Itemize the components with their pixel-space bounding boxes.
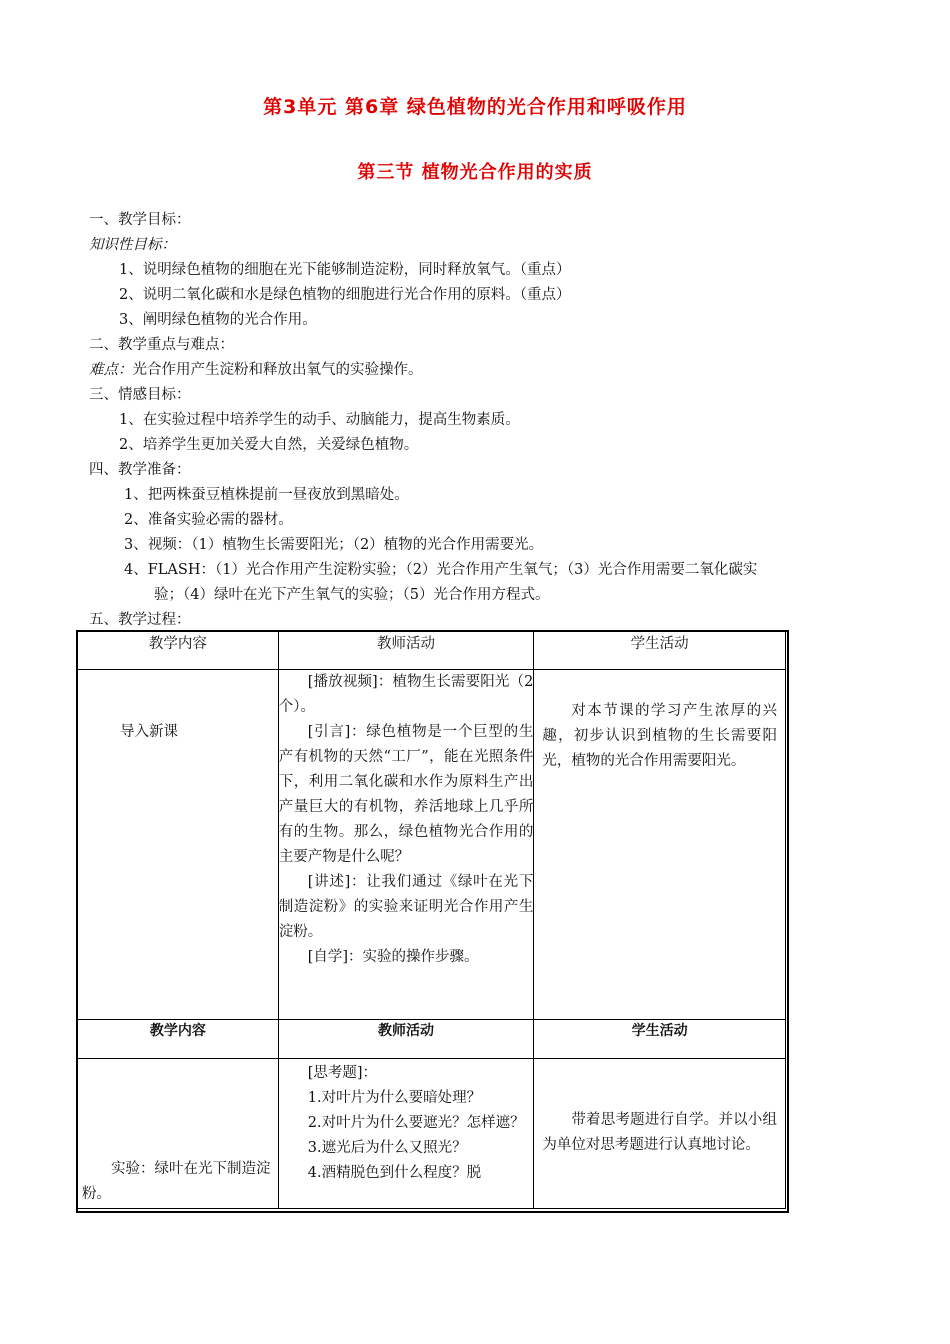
row2-teacher-p1: [思考题]： bbox=[307, 1065, 378, 1081]
table-header-row-2 bbox=[78, 1020, 786, 1059]
prep-item-4: 4、FLASH：（1）光合作用产生淀粉实验；（2）光合作用产生氧气；（3）光合作用需要二氧化碳实 bbox=[124, 562, 758, 578]
row2-teacher-p3: 2.对叶片为什么要遮光？怎样遮？ bbox=[307, 1115, 525, 1131]
heading-preparation: 四、教学准备： bbox=[89, 462, 191, 478]
row1-content: 导入新课 bbox=[120, 724, 178, 740]
row2-teacher-p2: 1.对叶片为什么要暗处理？ bbox=[307, 1090, 482, 1106]
prep-item-1: 1、把两株蚕豆植株提前一昼夜放到黑暗处。 bbox=[124, 487, 409, 503]
row1-teacher-p2: [引言]：绿色植物是一个巨型的生产有机物的天然“工厂”，能在光照条件下，利用二氧化碳和水作为原料生产出产量巨大的有机物，养活地球上几乎所有的生物。那么，绿色植物光合作用的主要产物是什么呢？ bbox=[278, 724, 534, 865]
section-title: 第三节 植物光合作用的实质 bbox=[357, 162, 593, 183]
row1-content-cell bbox=[78, 670, 279, 1020]
table-row bbox=[78, 1059, 786, 1209]
header-student: 学生活动 bbox=[534, 632, 786, 670]
prep-item-4-continued: 验；（4）绿叶在光下产生氧气的实验；（5）光合作用方程式。 bbox=[154, 587, 550, 603]
row1-teacher-p4: [自学]：实验的操作步骤。 bbox=[307, 949, 479, 965]
difficulty-line bbox=[89, 360, 423, 380]
heading-process: 五、教学过程： bbox=[89, 612, 191, 628]
difficulty-label: 难点： bbox=[89, 362, 133, 378]
table-row bbox=[78, 670, 786, 1020]
table-header-row bbox=[78, 632, 786, 670]
objective-item-2: 2、说明二氧化碳和水是绿色植物的细胞进行光合作用的原料。（重点） bbox=[119, 287, 571, 303]
prep-item-2: 2、准备实验必需的器材。 bbox=[124, 512, 293, 528]
knowledge-objective-label: 知识性目标： bbox=[89, 237, 176, 253]
row2-teacher-p4: 3.遮光后为什么又照光？ bbox=[307, 1140, 467, 1156]
heading-emotional-goals: 三、情感目标： bbox=[89, 387, 191, 403]
header2-student: 学生活动 bbox=[534, 1020, 786, 1059]
heading-key-points: 二、教学重点与难点： bbox=[89, 337, 234, 353]
header2-teacher: 教师活动 bbox=[278, 1020, 534, 1059]
header2-content: 教学内容 bbox=[78, 1020, 279, 1059]
heading-objectives: 一、教学目标： bbox=[89, 212, 191, 228]
row1-teacher-p1: [播放视频]：植物生长需要阳光（2个）。 bbox=[278, 674, 534, 715]
row1-teacher-cell bbox=[278, 670, 534, 1020]
header-content: 教学内容 bbox=[78, 632, 279, 670]
prep-item-3: 3、视频：（1）植物生长需要阳光；（2）植物的光合作用需要光。 bbox=[124, 537, 544, 553]
lesson-table bbox=[77, 631, 786, 1209]
row2-student: 带着思考题进行自学。并以小组为单位对思考题进行认真地讨论。 bbox=[542, 1112, 777, 1153]
objective-item-1: 1、说明绿色植物的细胞在光下能够制造淀粉，同时释放氧气。（重点） bbox=[119, 262, 571, 278]
row2-teacher-p5: 4.酒精脱色到什么程度？脱 bbox=[307, 1165, 482, 1181]
row2-content: 实验：绿叶在光下制造淀粉。 bbox=[82, 1161, 271, 1202]
objective-item-3: 3、阐明绿色植物的光合作用。 bbox=[119, 312, 317, 328]
row1-student-cell bbox=[534, 670, 786, 1020]
row2-content-cell bbox=[78, 1059, 279, 1209]
row1-teacher-p3: [讲述]：让我们通过《绿叶在光下制造淀粉》的实验来证明光合作用产生淀粉。 bbox=[278, 874, 534, 940]
emotional-item-2: 2、培养学生更加关爱大自然，关爱绿色植物。 bbox=[119, 437, 419, 453]
document-title: 第3单元 第6章 绿色植物的光合作用和呼吸作用 bbox=[263, 96, 687, 118]
row2-teacher-cell bbox=[278, 1059, 534, 1209]
row1-student: 对本节课的学习产生浓厚的兴趣，初步认识到植物的生长需要阳光，植物的光合作用需要阳光。 bbox=[542, 703, 777, 769]
difficulty-text: 光合作用产生淀粉和释放出氧气的实验操作。 bbox=[132, 362, 423, 378]
row2-student-cell bbox=[534, 1059, 786, 1209]
emotional-item-1: 1、在实验过程中培养学生的动手、动脑能力，提高生物素质。 bbox=[119, 412, 520, 428]
header-teacher: 教师活动 bbox=[278, 632, 534, 670]
